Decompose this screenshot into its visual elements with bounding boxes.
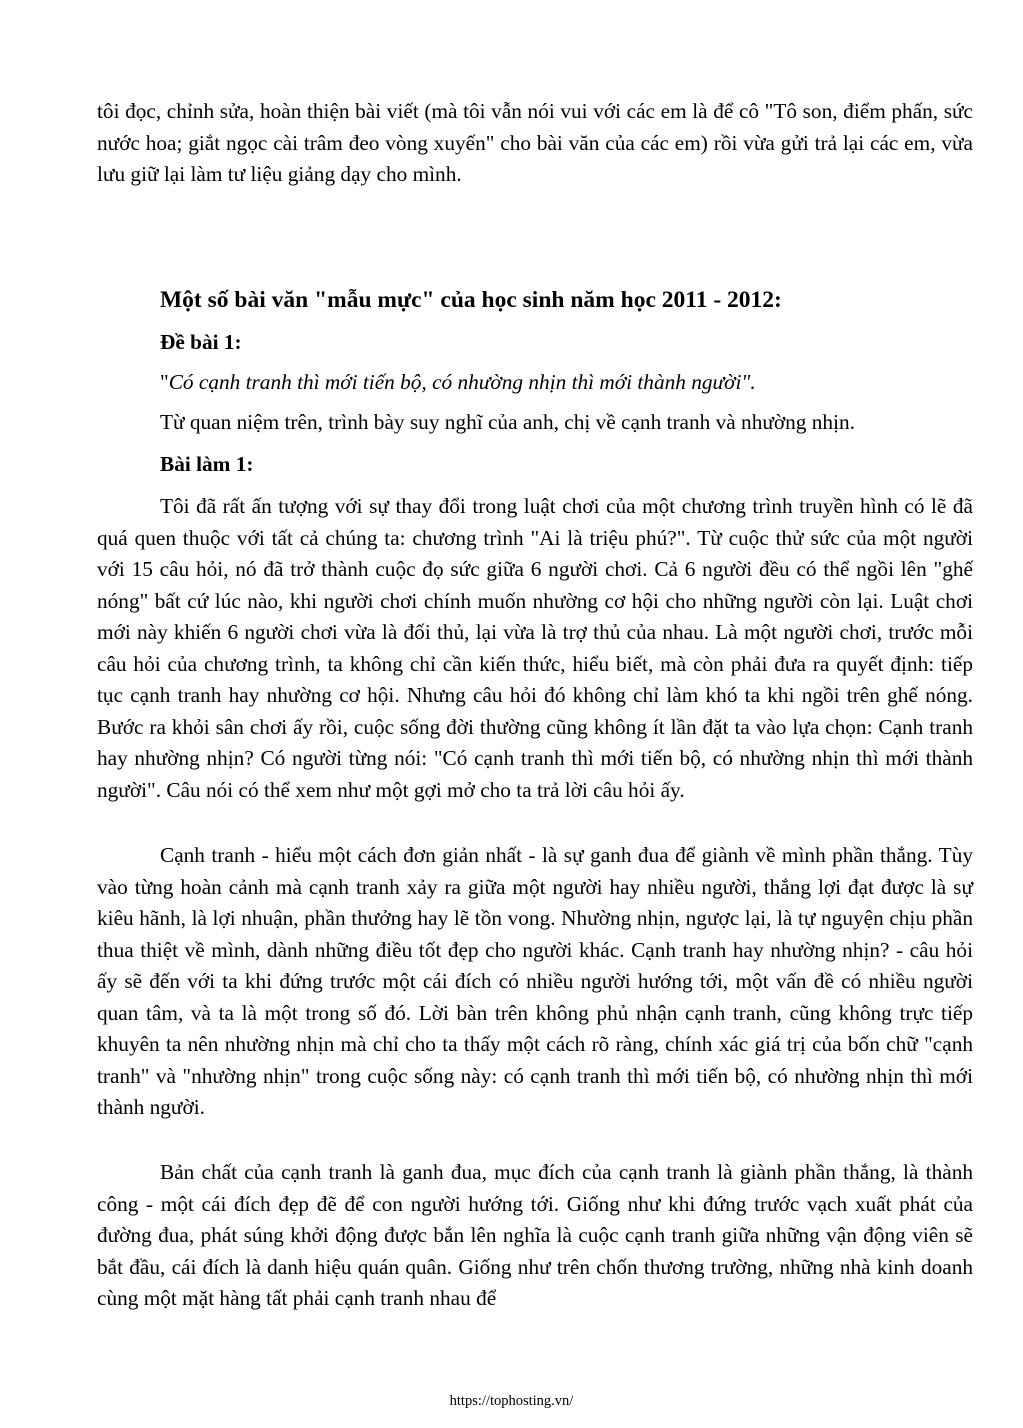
topic-instruction: Từ quan niệm trên, trình bày suy nghĩ của anh, chị về cạnh tranh và nhường nhịn. bbox=[160, 410, 855, 434]
intro-paragraph: tôi đọc, chỉnh sửa, hoàn thiện bài viết (mà tôi vẫn nói vui với các em là để cô "Tô son, điểm phấn, sức nước hoa; giắt ngọc cài trâm đeo vòng xuyến" cho bài văn của các em) rồi vừa gửi trả lại các em, vừa lưu giữ lại làm tư liệu giảng dạy cho mình. bbox=[97, 99, 973, 186]
section-heading: Một số bài văn "mẫu mực" của học sinh năm học 2011 - 2012: bbox=[160, 287, 782, 313]
topic-label: Đề bài 1: bbox=[160, 330, 242, 354]
topic-quote bbox=[160, 367, 756, 399]
topic-quote-text: Có cạnh tranh thì mới tiến bộ, có nhường nhịn thì mới thành người". bbox=[168, 370, 756, 394]
topic-quote-open: " bbox=[160, 370, 169, 394]
essay-paragraph-2: Cạnh tranh - hiểu một cách đơn giản nhất - là sự ganh đua để giành về mình phần thắng. Tùy vào từng hoàn cảnh mà cạnh tranh xảy ra giữa một người hay nhiều người, thắng lợi đạt được là sự kiêu hãnh, là lợi nhuận, phần thưởng hay lẽ tồn vong. Nhường nhịn, ngược lại, là tự nguyện chịu phần thua thiệt về mình, dành những điều tốt đẹp cho người khác. Cạnh tranh hay nhường nhịn? - câu hỏi ấy sẽ đến với ta khi đứng trước một cái đích có nhiều người hướng tới, một vấn đề có nhiều người quan tâm, và ta là một trong số đó. Lời bàn trên không phủ nhận cạnh tranh, cũng không trực tiếp khuyên ta nên nhường nhịn mà chỉ cho ta thấy một cách rõ ràng, chính xác giá trị của bốn chữ "cạnh tranh" và "nhường nhịn" trong cuộc sống này: có cạnh tranh thì mới tiến bộ, có nhường nhịn thì mới thành người. bbox=[97, 843, 973, 1119]
footer-url: https://tophosting.vn/ bbox=[449, 1393, 574, 1409]
essay-paragraph-3: Bản chất của cạnh tranh là ganh đua, mục đích của cạnh tranh là giành phần thắng, là thành công - một cái đích đẹp đẽ để con người hướng tới. Giống như khi đứng trước vạch xuất phát của đường đua, phát súng khởi động được bắn lên nghĩa là cuộc cạnh tranh giữa những vận động viên sẽ bắt đầu, cái đích là danh hiệu quán quân. Giống như trên chốn thương trường, những nhà kinh doanh cùng một mặt hàng tất phải cạnh tranh nhau để bbox=[97, 1160, 973, 1310]
essay-paragraph-1: Tôi đã rất ấn tượng với sự thay đổi trong luật chơi của một chương trình truyền hình có lẽ đã quá quen thuộc với tất cả chúng ta: chương trình "Ai là triệu phú?". Từ cuộc thử sức của một người với 15 câu hỏi, nó đã trở thành cuộc đọ sức giữa 6 người chơi. Cả 6 người đều có thể ngồi lên "ghế nóng" bất cứ lúc nào, khi người chơi chính muốn nhường cơ hội cho những người còn lại. Luật chơi mới này khiến 6 người chơi vừa là đối thủ, lại vừa là trợ thủ của nhau. Là một người chơi, trước mỗi câu hỏi của chương trình, ta không chỉ cần kiến thức, hiểu biết, mà còn phải đưa ra quyết định: tiếp tục cạnh tranh hay nhường cơ hội. Nhưng câu hỏi đó không chỉ làm khó ta khi ngồi trên ghế nóng. Bước ra khỏi sân chơi ấy rồi, cuộc sống đời thường cũng không ít lần đặt ta vào lựa chọn: Cạnh tranh hay nhường nhịn? Có người từng nói: "Có cạnh tranh thì mới tiến bộ, có nhường nhịn thì mới thành người". Câu nói có thể xem như một gợi mở cho ta trả lời câu hỏi ấy. bbox=[97, 494, 973, 802]
essay-label: Bài làm 1: bbox=[160, 452, 254, 476]
